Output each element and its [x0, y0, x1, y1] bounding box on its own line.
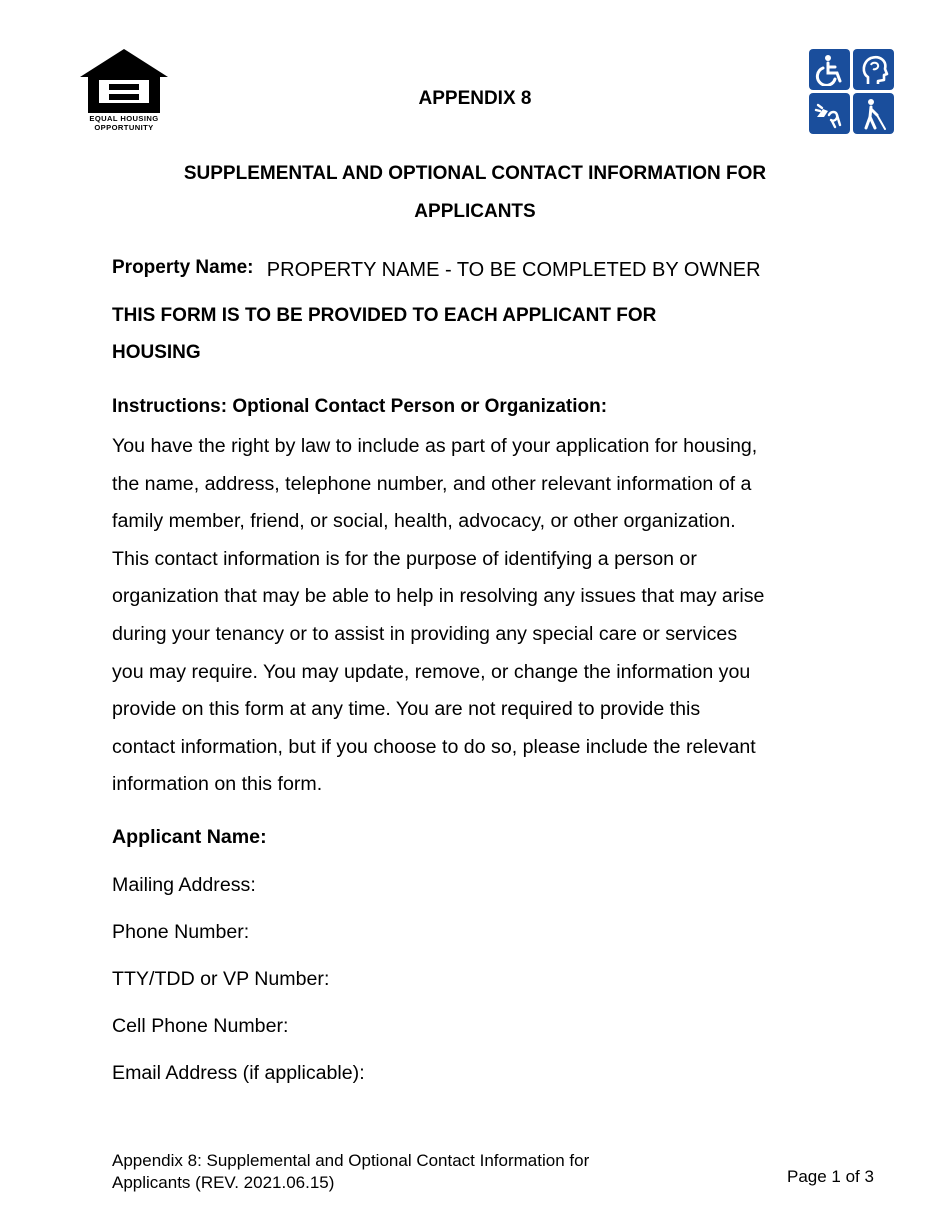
- phone-number-label: Phone Number:: [112, 921, 250, 943]
- email-address-label: Email Address (if applicable):: [112, 1062, 365, 1084]
- appendix-title: APPENDIX 8: [418, 88, 532, 109]
- tty-number-label: TTY/TDD or VP Number:: [112, 968, 330, 990]
- instructions-line: information on this form.: [112, 773, 323, 796]
- instructions-line: family member, friend, or social, health, advocacy, or other organization.: [112, 510, 736, 533]
- mailing-address-label: Mailing Address:: [112, 874, 256, 896]
- cell-phone-label: Cell Phone Number:: [112, 1015, 289, 1037]
- instructions-line: You have the right by law to include as part of your application for housing,: [112, 435, 758, 457]
- property-name-value: PROPERTY NAME - TO BE COMPLETED BY OWNER: [266, 259, 761, 281]
- form-notice: THIS FORM IS TO BE PROVIDED TO EACH APPLICANT FOR HOUSING: [112, 305, 657, 363]
- instructions-body: [112, 428, 852, 804]
- page-number: Page 1 of 3: [787, 1167, 874, 1186]
- wheelchair-icon: [809, 49, 850, 90]
- instructions-line: you may require. You may update, remove, or change the information you: [112, 660, 751, 683]
- head-profile-icon: [853, 49, 894, 90]
- property-name-row: [112, 256, 761, 279]
- instructions-line: contact information, but if you choose to do so, please include the relevant: [112, 735, 756, 758]
- instructions-line: organization that may be able to help in resolving any issues that may arise: [112, 585, 765, 608]
- accessibility-logo: [809, 49, 895, 135]
- blind-cane-icon: [853, 93, 894, 134]
- instructions-heading: Instructions: Optional Contact Person or Organization:: [112, 396, 608, 417]
- form-title: SUPPLEMENTAL AND OPTIONAL CONTACT INFORMATION FOR APPLICANTS: [183, 163, 767, 222]
- sign-language-icon: [809, 93, 850, 134]
- instructions-line: provide on this form at any time. You are not required to provide this: [112, 698, 701, 721]
- footer-document-title: Appendix 8: Supplemental and Optional Contact Information for Applicants (REV. 2021.06.15): [112, 1151, 590, 1192]
- instructions-line: the name, address, telephone number, and other relevant information of a: [112, 472, 752, 495]
- applicant-name-label: Applicant Name:: [112, 826, 267, 848]
- instructions-line: during your tenancy or to assist in providing any special care or services: [112, 622, 738, 645]
- instructions-line: This contact information is for the purpose of identifying a person or: [112, 547, 697, 570]
- equal-housing-logo-text: EQUAL HOUSING OPPORTUNITY: [89, 114, 159, 132]
- property-name-label: Property Name:: [112, 257, 254, 278]
